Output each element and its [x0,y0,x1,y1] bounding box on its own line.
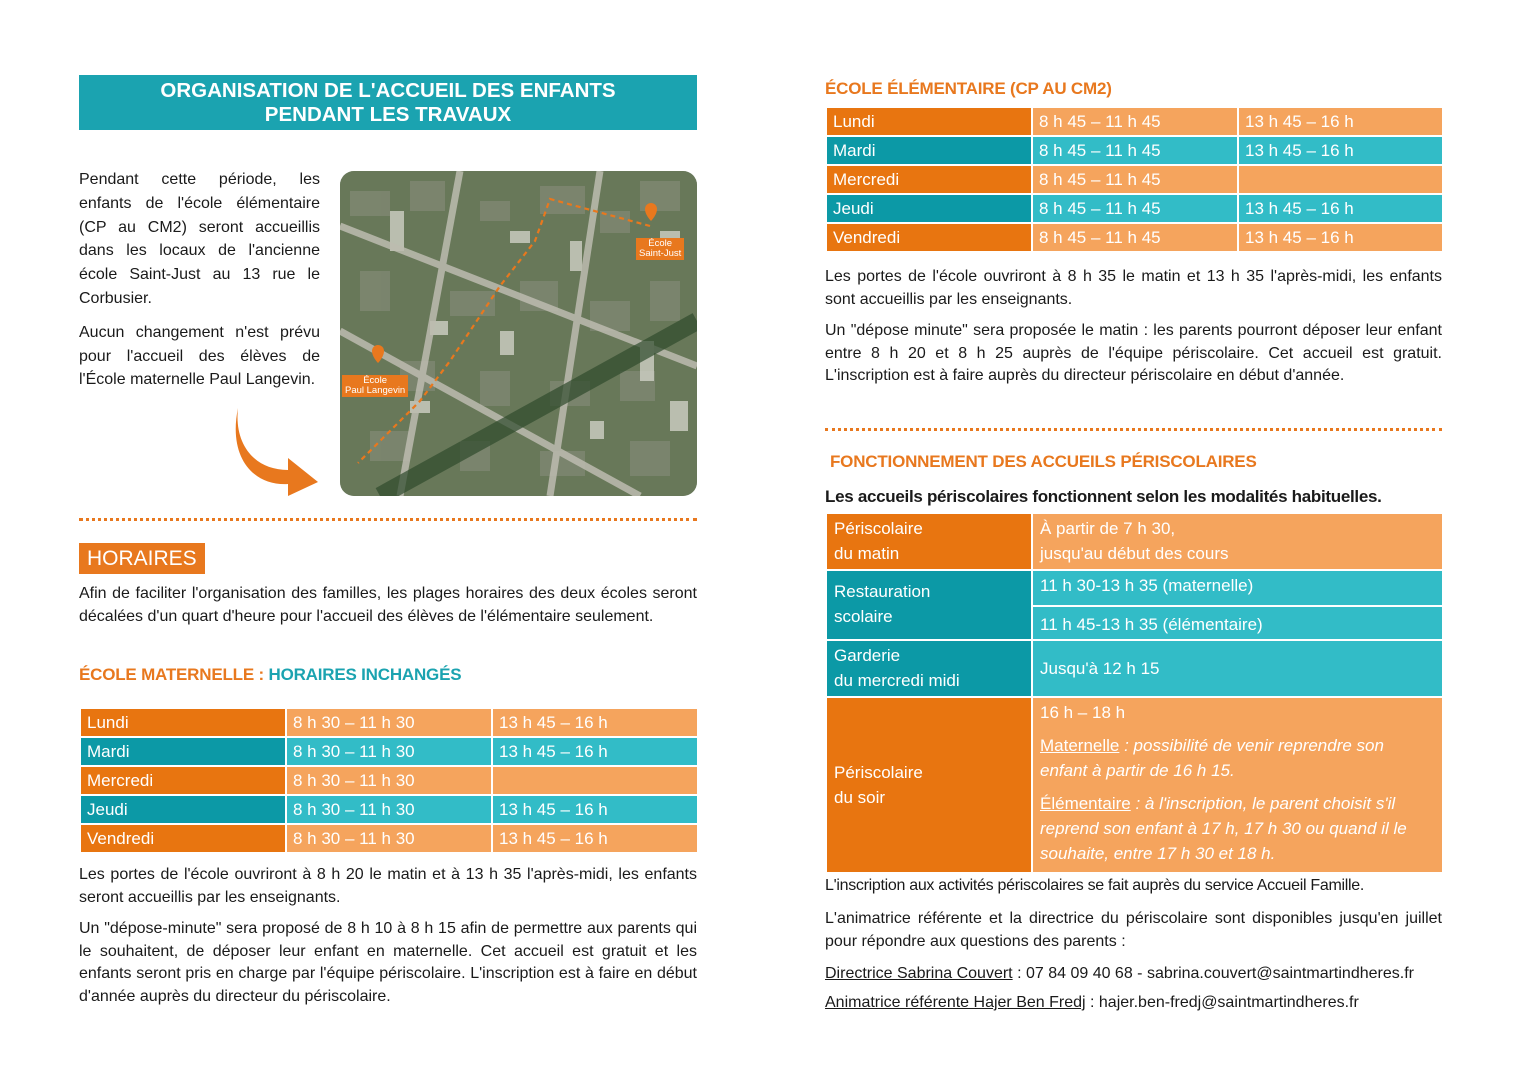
elementaire-cell-pm [1238,165,1443,194]
horaires-text [79,583,697,637]
elementaire-heading: ÉCOLE ÉLÉMENTAIRE (CP AU CM2) [825,79,1112,98]
horaires-paragraph: Afin de faciliter l'organisation des familles, les plages horaires des deux écoles seront décalées d'un quart d'heure pour l'accueil des élèves de l'élémentaire seulement. [79,585,697,625]
elementaire-row [826,136,1443,165]
maternelle-cell-day: Mardi [80,737,286,766]
maternelle-cell-am: 8 h 30 – 11 h 30 [286,795,492,824]
maternelle-notes [79,864,697,1017]
maternelle-heading [79,665,461,685]
elementaire-cell-pm: 13 h 45 – 16 h [1238,136,1443,165]
peri-label-matin-1: Périscolaire [834,519,923,538]
peri-value-soir-hours: 16 h – 18 h [1040,703,1126,722]
maternelle-cell-day: Lundi [80,708,286,737]
periscolaire-intro: Les accueils périscolaires fonctionnent selon les modalités habituelles. [825,487,1382,506]
aerial-map-image [340,171,697,496]
soir-elementaire-text: : à l'inscription, le parent choisit s'il reprend son enfant à 17 h, 17 h 30 ou quand il le souhaite, entre 17 h 30 et 18 h. [1040,794,1407,863]
dotted-divider-right [825,428,1442,431]
inscription-text: L'inscription aux activités périscolaires se fait auprès du service Accueil Famille. [825,877,1364,894]
peri-label-soir-2: du soir [834,788,886,807]
map-label-saint-just-line2: Saint-Just [639,248,682,259]
peri-row-soir [826,697,1443,873]
contact2-text: : hajer.ben-fredj@saintmartindheres.fr [1085,994,1359,1011]
maternelle-paragraph-2: Un "dépose-minute" sera proposé de 8 h 10 à 8 h 15 afin de permettre aux parents qui le souhaitent, de déposer leur enfant en maternelle. Cet accueil est gratuit et les enfants seront pris en charge par l'équipe périscolaire. L'inscription est à faire en début d'année auprès du directeur du périscolaire. [79,920,697,1005]
map-label-paul-langevin-line1: École [363,375,387,386]
maternelle-row [80,737,698,766]
peri-row-matin [826,513,1443,570]
maternelle-paragraph-1: Les portes de l'école ouvriront à 8 h 20 le matin et à 13 h 35 l'après-midi, les enfants seront accueillis par les enseignants. [79,866,697,906]
map-label-saint-just-line1: École [648,238,672,249]
contact-line-1 [825,965,1465,983]
maternelle-cell-pm: 13 h 45 – 16 h [492,708,698,737]
intro-paragraph-2: Aucun changement n'est prévu pour l'accueil des élèves de l'École maternelle Paul Langevin. [79,323,320,389]
contact1-text: : 07 84 09 40 68 - sabrina.couvert@saintmartindheres.fr [1012,965,1414,982]
soir-maternelle-text: : possibilité de venir reprendre son enfant à partir de 16 h 15. [1040,736,1384,780]
elementaire-paragraph-2: Un "dépose minute" sera proposée le matin : les parents pourront déposer leur enfant entre 8 h 20 et 8 h 25 auprès de l'équipe périscolaire. Cet accueil est gratuit. L'inscription est à faire auprès du directeur périscolaire en début d'année. [825,322,1442,384]
peri-value-resto-1: 11 h 30-13 h 35 (maternelle) [1040,576,1254,595]
peri-label-resto-1: Restauration [834,582,931,601]
banner-line-1: ORGANISATION DE L'ACCUEIL DES ENFANTS [160,79,616,102]
maternelle-heading-a: ÉCOLE MATERNELLE : [79,665,269,684]
soir-maternelle-label: Maternelle [1040,736,1120,755]
maternelle-cell-am: 8 h 30 – 11 h 30 [286,824,492,853]
contact-line-2 [825,994,1465,1012]
page-title-banner [79,75,697,130]
peri-label-garderie [826,640,1032,697]
peri-row-restauration [826,570,1443,640]
maternelle-cell-day: Mercredi [80,766,286,795]
elementaire-paragraph-1: Les portes de l'école ouvriront à 8 h 35 le matin et 13 h 35 l'après-midi, les enfants sont accueillis par les enseignants. [825,268,1442,308]
maternelle-cell-pm: 13 h 45 – 16 h [492,737,698,766]
maternelle-cell-day: Jeudi [80,795,286,824]
periscolaire-heading: FONCTIONNEMENT DES ACCUEILS PÉRISCOLAIRES [830,452,1257,471]
elementaire-cell-pm: 13 h 45 – 16 h [1238,223,1443,252]
elementaire-row [826,194,1443,223]
peri-value-restauration [1032,570,1443,640]
peri-label-resto-2: scolaire [834,607,893,626]
maternelle-cell-am: 8 h 30 – 11 h 30 [286,737,492,766]
maternelle-cell-pm: 13 h 45 – 16 h [492,824,698,853]
maternelle-cell-pm [492,766,698,795]
elementaire-notes [825,266,1442,397]
arrow-icon [232,404,322,496]
map-label-paul-langevin [342,375,408,397]
elementaire-row [826,107,1443,136]
peri-value-matin-2: jusqu'au début des cours [1040,544,1229,563]
elementaire-row [826,223,1443,252]
elementaire-cell-pm: 13 h 45 – 16 h [1238,194,1443,223]
peri-value-garderie: Jusqu'à 12 h 15 [1032,640,1443,697]
maternelle-row [80,766,698,795]
peri-label-soir [826,697,1032,873]
maternelle-heading-b: HORAIRES INCHANGÉS [268,665,462,684]
map-label-paul-langevin-line2: Paul Langevin [345,385,406,396]
maternelle-row [80,795,698,824]
peri-label-garderie-2: du mercredi midi [834,671,960,690]
elementaire-cell-am: 8 h 45 – 11 h 45 [1032,165,1238,194]
peri-label-matin-2: du matin [834,544,900,563]
maternelle-row [80,824,698,853]
peri-label-garderie-1: Garderie [834,646,901,665]
contact-text: L'animatrice référente et la directrice du périscolaire sont disponibles jusqu'en juillet pour répondre aux questions des parents : [825,910,1442,950]
elementaire-row [826,165,1443,194]
elementaire-cell-am: 8 h 45 – 11 h 45 [1032,194,1238,223]
contact2-label: Animatrice référente Hajer Ben Fredj [825,994,1086,1011]
peri-label-restauration [826,570,1032,640]
maternelle-cell-am: 8 h 30 – 11 h 30 [286,766,492,795]
map-label-saint-just [636,238,684,260]
dotted-divider [79,518,697,521]
contact1-label: Directrice Sabrina Couvert [825,965,1013,982]
peri-value-soir-elementaire [1040,791,1435,866]
elementaire-cell-am: 8 h 45 – 11 h 45 [1032,223,1238,252]
maternelle-schedule-table [79,707,699,854]
peri-value-matin-1: À partir de 7 h 30, [1040,519,1176,538]
peri-value-soir [1032,697,1443,873]
elementaire-cell-am: 8 h 45 – 11 h 45 [1032,107,1238,136]
peri-row-garderie [826,640,1443,697]
horaires-heading: HORAIRES [79,543,205,574]
peri-value-soir-maternelle [1040,733,1435,783]
elementaire-cell-day: Mardi [826,136,1032,165]
intro-paragraph-1: Pendant cette période, les enfants de l'école élémentaire (CP au CM2) seront accueillis dans les locaux de l'ancienne école Saint-Just au 13 rue le Corbusier. [79,171,320,307]
elementaire-cell-day: Mercredi [826,165,1032,194]
soir-elementaire-label: Élémentaire [1040,794,1131,813]
elementaire-cell-day: Vendredi [826,223,1032,252]
maternelle-cell-am: 8 h 30 – 11 h 30 [286,708,492,737]
peri-label-soir-1: Périscolaire [834,763,923,782]
elementaire-cell-pm: 13 h 45 – 16 h [1238,107,1443,136]
peri-label-matin [826,513,1032,570]
peri-value-matin [1032,513,1443,570]
aerial-map [340,171,697,496]
maternelle-cell-day: Vendredi [80,824,286,853]
maternelle-cell-pm: 13 h 45 – 16 h [492,795,698,824]
intro-text [79,168,320,402]
maternelle-row [80,708,698,737]
elementaire-cell-am: 8 h 45 – 11 h 45 [1032,136,1238,165]
peri-value-resto-separator [1033,605,1442,607]
periscolaire-table [825,512,1444,874]
banner-line-2: PENDANT LES TRAVAUX [264,103,512,126]
elementaire-cell-day: Lundi [826,107,1032,136]
elementaire-schedule-table [825,106,1444,253]
elementaire-cell-day: Jeudi [826,194,1032,223]
peri-value-resto-2: 11 h 45-13 h 35 (élémentaire) [1040,615,1263,634]
